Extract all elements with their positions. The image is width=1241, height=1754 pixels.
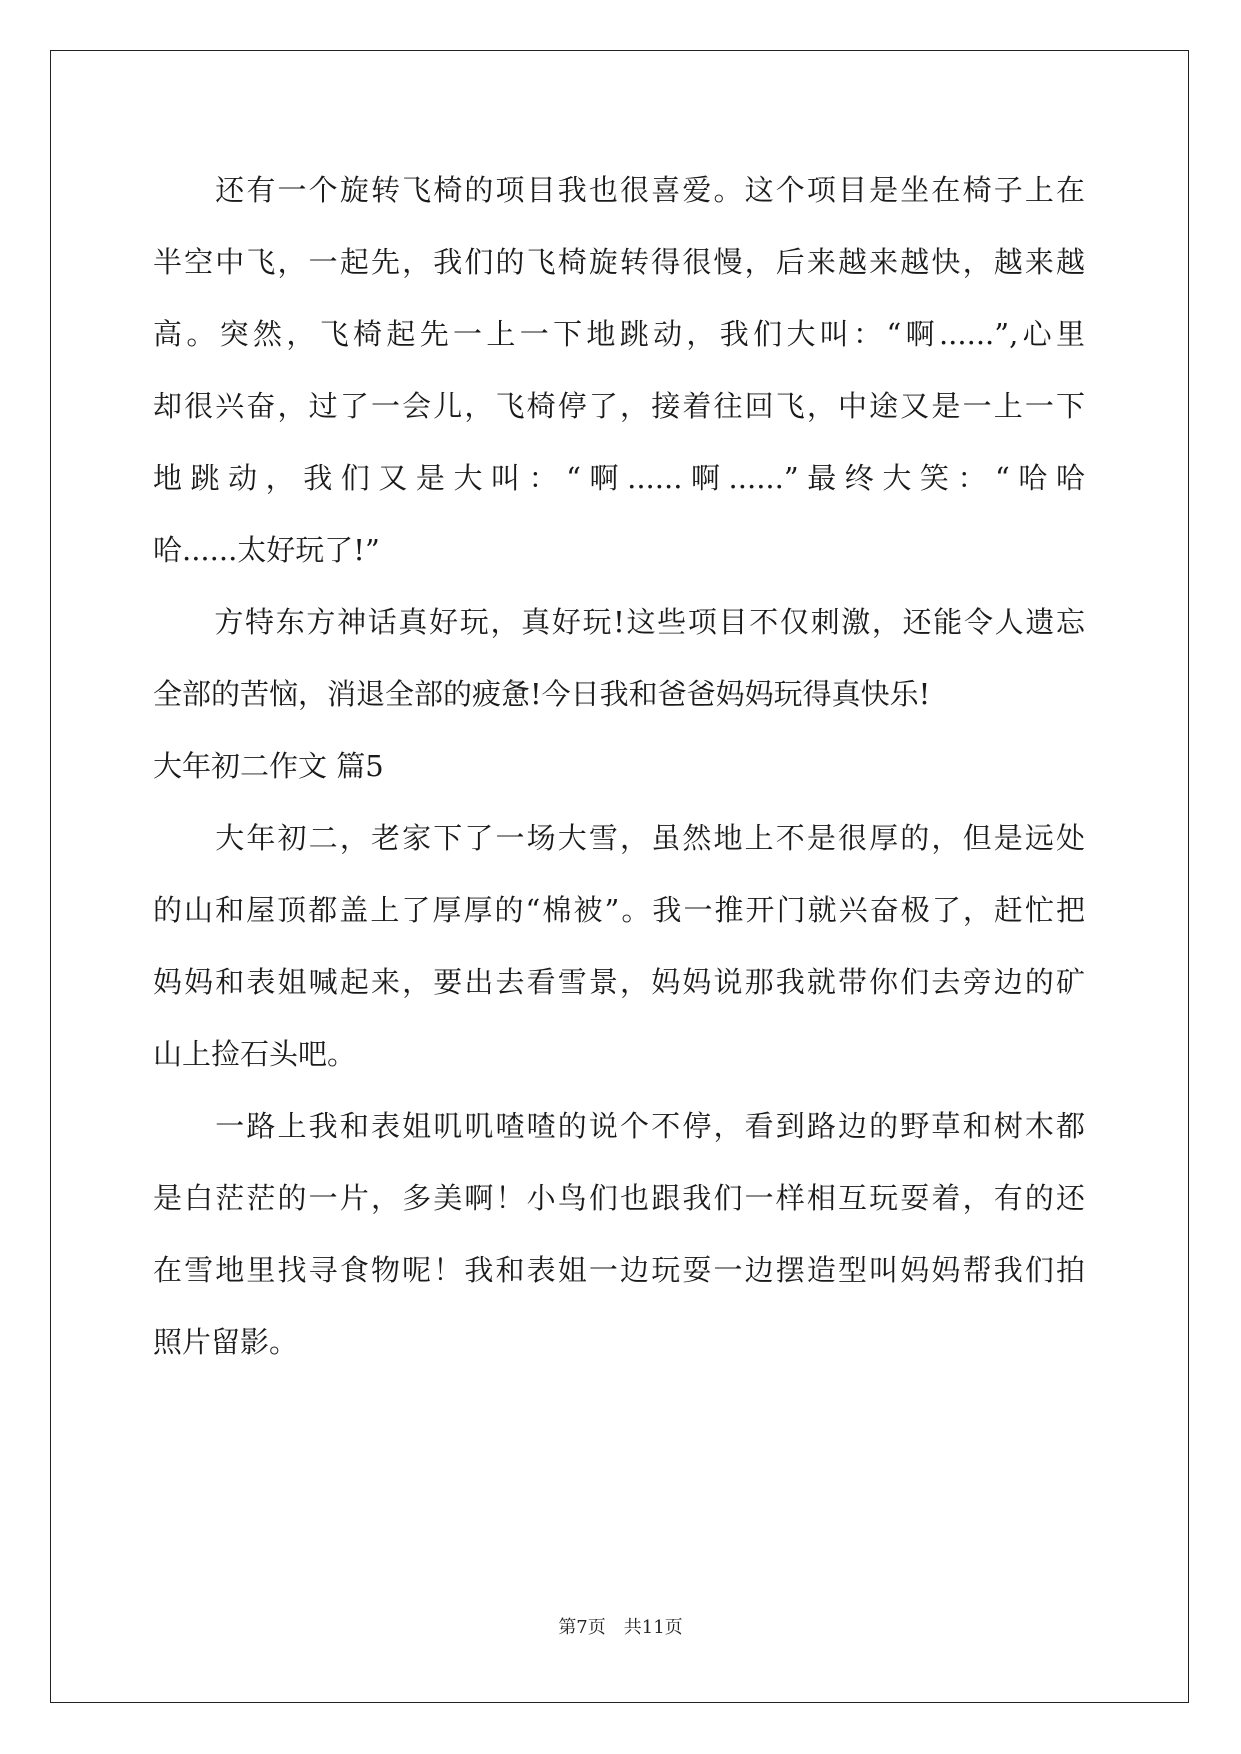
paragraph-line: 方特东方神话真好玩，真好玩!这些项目不仅刺激，还能令人遗忘 (153, 605, 1085, 639)
paragraph-line: 照片留影。 (153, 1325, 299, 1359)
paragraph-line: 在雪地里找寻食物呢！我和表姐一边玩耍一边摆造型叫妈妈帮我们拍 (153, 1253, 1085, 1287)
paragraph-line: 半空中飞，一起先，我们的飞椅旋转得很慢，后来越来越快，越来越 (153, 245, 1085, 279)
page-number-footer: 第7页 共11页 (558, 1617, 683, 1638)
page-border (50, 50, 1189, 1703)
paragraph-line: 一路上我和表姐叽叽喳喳的说个不停，看到路边的野草和树木都 (153, 1109, 1085, 1143)
section-heading: 大年初二作文 篇5 (153, 749, 384, 783)
paragraph-line: 是白茫茫的一片，多美啊！小鸟们也跟我们一样相互玩耍着，有的还 (153, 1181, 1085, 1215)
paragraph-line: 还有一个旋转飞椅的项目我也很喜爱。这个项目是坐在椅子上在 (153, 173, 1085, 207)
paragraph-line: 妈妈和表姐喊起来，要出去看雪景，妈妈说那我就带你们去旁边的矿 (153, 965, 1085, 999)
paragraph-line: 的山和屋顶都盖上了厚厚的“棉被”。我一推开门就兴奋极了，赶忙把 (153, 893, 1085, 927)
paragraph-line: 却很兴奋，过了一会儿，飞椅停了，接着往回飞，中途又是一上一下 (153, 389, 1085, 423)
paragraph-line: 高。突然，飞椅起先一上一下地跳动，我们大叫：“啊......”,心里 (153, 317, 1085, 351)
paragraph-line: 山上捡石头吧。 (153, 1037, 357, 1071)
paragraph-line: 大年初二，老家下了一场大雪，虽然地上不是很厚的，但是远处 (153, 821, 1085, 855)
paragraph-line: 地跳动，我们又是大叫：“啊......啊......”最终大笑：“哈哈 (153, 461, 1085, 495)
paragraph-line: 哈......太好玩了!” (153, 533, 380, 567)
paragraph-line: 全部的苦恼，消退全部的疲惫!今日我和爸爸妈妈玩得真快乐! (153, 677, 931, 711)
